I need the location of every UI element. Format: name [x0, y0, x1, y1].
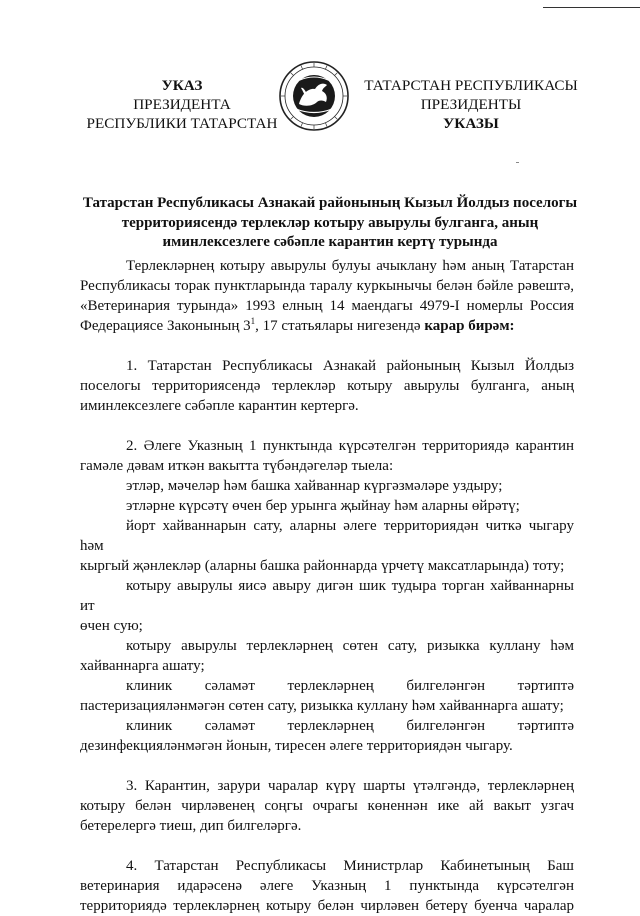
item1-line1: 1. Татарстан Республикасы Азнакай районының Кызыл Йолдыз: [126, 358, 574, 374]
header-left-line2: ПРЕЗИДЕНТА: [133, 96, 231, 113]
item2-sub4-line1: котыру авырулы яисә авыру дигән шик тудыра торган хайваннарны ит: [80, 578, 574, 614]
item2-sub4-line2: өчен сую;: [80, 618, 143, 634]
preamble-resolution: карар бирәм:: [424, 318, 515, 334]
item2-line2: гамәле дәвам иткән вакытта түбәндәгеләр тыела:: [80, 458, 394, 474]
item2-sub7-line2: дезинфекцияләнмәгән йонын, тиресен әлеге территориядән чыгару.: [80, 738, 513, 754]
item2-sub1: этләр, мәчеләр һәм башка хайваннар күргәзмәләре уздыру;: [126, 478, 503, 494]
item4-line3: территориядә терлекләрнең котыру белән чирләвен бетерү буенча чаралар: [80, 898, 574, 914]
item2-sub6-line1: клиник сәламәт терлекләрнең билгеләнгән тәртиптә: [126, 678, 574, 694]
decree-body: [80, 256, 574, 916]
preamble-line4-sup: 1: [250, 316, 256, 326]
item2-sub5-line2: хайваннарга ашату;: [80, 658, 205, 674]
item2-sub7-line1: клиник сәламәт терлекләрнең билгеләнгән тәртиптә: [126, 718, 574, 734]
item3-line1: 3. Карантин, зарури чаралар күрү шарты үтәлгәндә, терлекләрнең: [126, 778, 574, 794]
header-right-line1: ТАТАРСТАН РЕСПУБЛИКАСЫ: [364, 77, 578, 94]
title-line2: территориясендә терлекләр котыру авырулы булганга, аның: [121, 214, 539, 231]
coat-of-arms-icon: [278, 60, 350, 132]
title-line3: иминлексезлеге сәбәпле карантин кертү турында: [162, 234, 498, 250]
header-left-line3: РЕСПУБЛИКИ ТАТАРСТАН: [86, 115, 278, 132]
scan-edge-line: [543, 7, 640, 8]
item1-line3: иминлексезлеге сәбәпле карантин кертергә.: [80, 398, 359, 414]
preamble-line3: «Ветеринария турында» 1993 елның 14 маендагы 4979-I номерлы Россия: [80, 298, 574, 314]
scan-mark: [516, 162, 519, 163]
item4-line2: ветеринария идарәсенә әлеге Указның 1 пунктында күрсәтелгән: [80, 878, 574, 894]
item1-line2: поселогы территориясендә терлекләр котыру авырулы булганга, аның: [80, 378, 574, 394]
header-right-line3: УКАЗЫ: [443, 115, 499, 132]
header-tatar: [356, 76, 586, 133]
item4-line1: 4. Татарстан Республикасы Министрлар Кабинетының Баш: [126, 858, 574, 874]
title-line1: Татарстан Республикасы Азнакай районының Кызыл Йолдыз поселогы: [82, 195, 578, 211]
item2-sub3-line2: кыргый җәнлекләр (аларны башка районнарда үрчетү максатларында) тоту;: [80, 558, 565, 574]
preamble-line4-mid: , 17 статьялары нигезендә: [255, 318, 425, 334]
preamble-line2: Республикасы торак пунктларында таралу куркынычы белән бәйле рәвештә,: [80, 278, 574, 294]
preamble-line1: Терлекләрнең котыру авырулы булуы ачыклану һәм аның Татарстан: [126, 258, 574, 274]
item2-sub3-line1: йорт хайваннарын сату, аларны әлеге территориядән читкә чыгару һәм: [80, 518, 574, 554]
item2-sub5-line1: котыру авырулы терлекләрнең сөтен сату, ризыкка куллану һәм: [126, 638, 574, 654]
item2-sub6-line2: пастеризацияләнмәгән сөтен сату, ризыкка куллану һәм хайваннарга ашату;: [80, 698, 564, 714]
header-right-line2: ПРЕЗИДЕНТЫ: [420, 96, 522, 113]
header-left-line1: УКАЗ: [161, 77, 203, 94]
item2-sub2: этләрне күрсәтү өчен бер урынга җыйнау һәм аларны өйрәтү;: [126, 498, 520, 514]
item3-line2: котыру белән чирләвенең соңгы очрагы көненнән ике ай вакыт узгач: [80, 798, 574, 814]
item3-line3: бетерелергә тиеш, дип билгеләргә.: [80, 818, 302, 834]
preamble-line4-start: Федерациясе Законының 3: [80, 318, 251, 334]
decree-title: [60, 194, 600, 253]
item2-line1: 2. Әлеге Указның 1 пунктында күрсәтелгән территориядә карантин: [126, 438, 574, 454]
preamble-line4: [80, 316, 574, 336]
header-russian: [72, 76, 292, 133]
